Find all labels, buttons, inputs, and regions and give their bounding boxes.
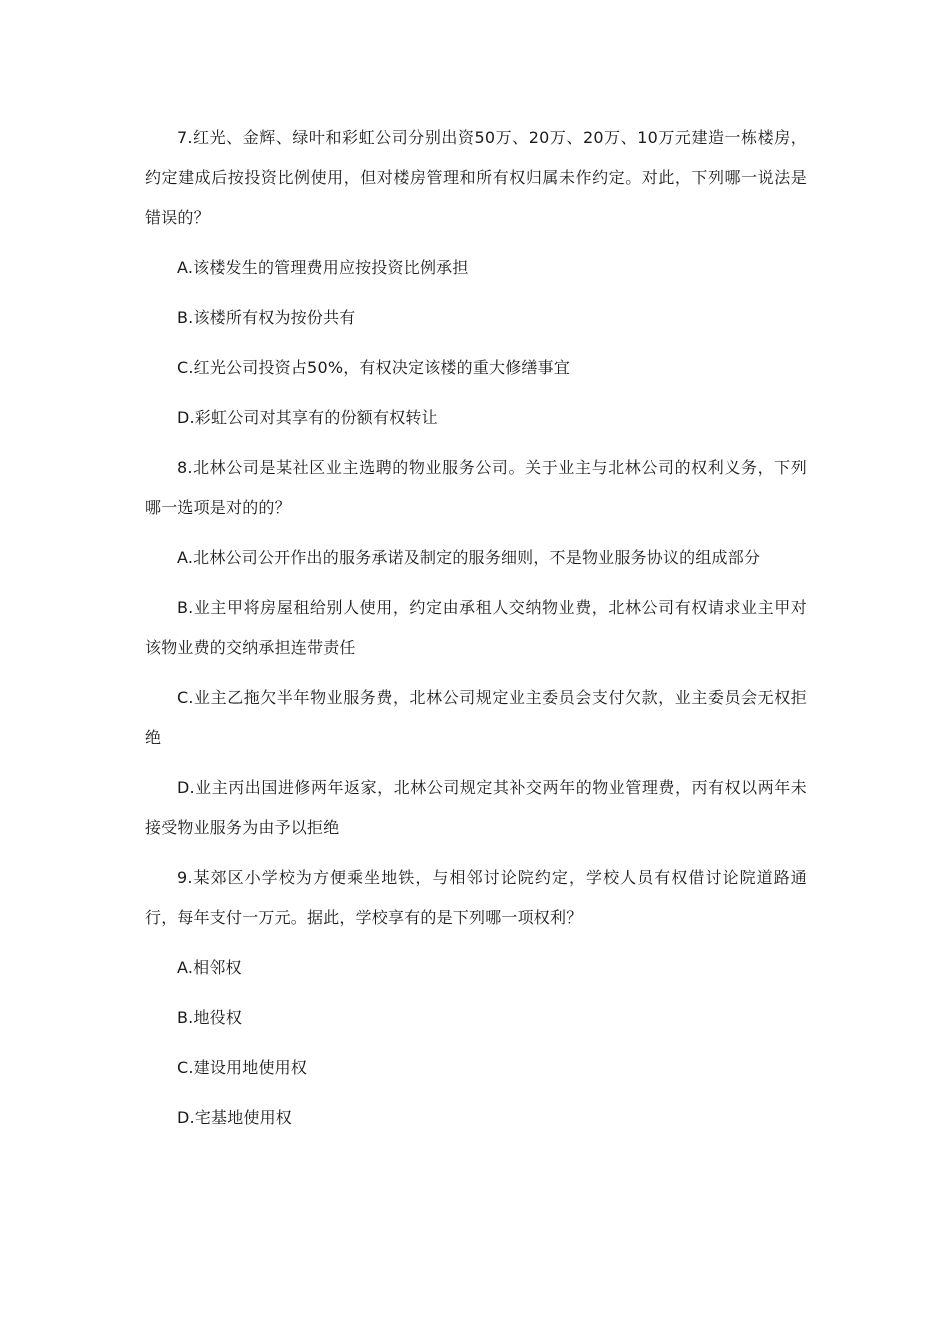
question-8-option-c: C.业主乙拖欠半年物业服务费，北林公司规定业主委员会支付欠款，业主委员会无权拒绝 xyxy=(145,688,807,747)
question-9-option-a: A.相邻权 xyxy=(177,958,242,977)
question-9-option-c: C.建设用地使用权 xyxy=(177,1058,308,1077)
question-8-option-a: A.北林公司公开作出的服务承诺及制定的服务细则，不是物业服务协议的组成部分 xyxy=(177,548,761,567)
question-7-option-c: C.红光公司投资占50%，有权决定该楼的重大修缮事宜 xyxy=(177,358,571,377)
question-9-option-d: D.宅基地使用权 xyxy=(177,1108,293,1127)
question-8-option-b: B.业主甲将房屋租给别人使用，约定由承租人交纳物业费，北林公司有权请求业主甲对该物业费的交纳承担连带责任 xyxy=(145,598,807,657)
question-7-option-d: D.彩虹公司对其享有的份额有权转让 xyxy=(177,408,438,427)
question-8-option-d: D.业主丙出国进修两年返家，北林公司规定其补交两年的物业管理费，丙有权以两年未接受物业服务为由予以拒绝 xyxy=(145,778,807,837)
question-7-stem: 7.红光、金辉、绿叶和彩虹公司分别出资50万、20万、20万、10万元建造一栋楼房，约定建成后按投资比例使用，但对楼房管理和所有权归属未作约定。对此，下列哪一说法是错误的？ xyxy=(145,128,807,227)
question-8-stem: 8.北林公司是某社区业主选聘的物业服务公司。关于业主与北林公司的权利义务，下列哪一选项是对的的？ xyxy=(145,458,807,517)
question-9-option-b: B.地役权 xyxy=(177,1008,243,1027)
question-9-stem: 9.某郊区小学校为方便乘坐地铁，与相邻讨论院约定，学校人员有权借讨论院道路通行，每年支付一万元。据此，学校享有的是下列哪一项权利？ xyxy=(145,868,807,927)
question-7-option-a: A.该楼发生的管理费用应按投资比例承担 xyxy=(177,258,469,277)
document-page xyxy=(145,118,807,1138)
question-7-option-b: B.该楼所有权为按份共有 xyxy=(177,308,356,327)
